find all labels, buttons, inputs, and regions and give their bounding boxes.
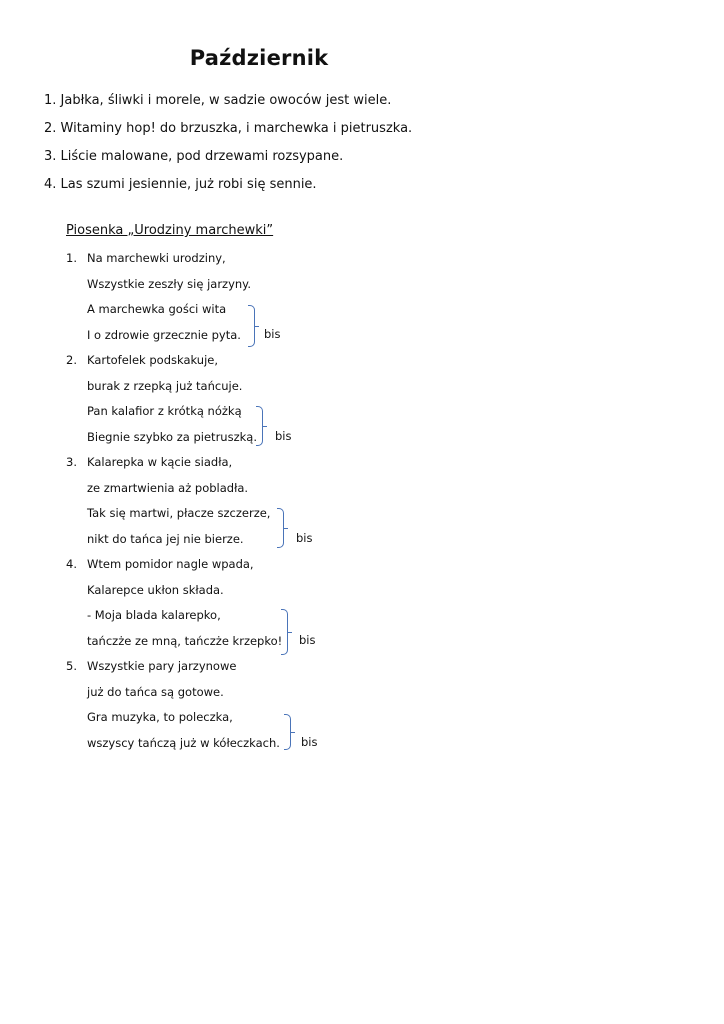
lyric-line: [66, 250, 282, 276]
lyric-text: Wtem pomidor nagle wpada,: [87, 557, 254, 571]
repeat-label: bis: [264, 327, 281, 341]
stanza-5: [66, 658, 318, 760]
stanza-2: [66, 352, 292, 454]
page-title: Październik: [189, 46, 329, 70]
lyric-line: [66, 582, 282, 608]
lyric-text: ze zmartwienia aż pobladła.: [87, 480, 249, 495]
rhyme-item: 3. Liście malowane, pod drzewami rozsypane.: [44, 149, 344, 164]
song-lyrics: [66, 250, 318, 760]
repeat-label: bis: [299, 633, 316, 647]
stanza-4: [66, 556, 316, 658]
lyric-text: Na marchewki urodziny,: [87, 251, 226, 265]
repeat-bracket: [284, 714, 291, 750]
lyric-line: [66, 276, 282, 302]
repeat-label: bis: [301, 735, 318, 749]
lyric-text: Wszystkie zeszły się jarzyny.: [87, 276, 251, 291]
song-title: Piosenka „Urodziny marchewki”: [66, 223, 274, 238]
lyric-line: [66, 633, 282, 659]
lyric-text: Tak się martwi, płacze szczerze,: [87, 506, 271, 520]
stanza-number: 2.: [66, 353, 77, 367]
rhyme-item: 1. Jabłka, śliwki i morele, w sadzie owoców jest wiele.: [44, 93, 392, 108]
stanza-number: 4.: [66, 557, 77, 571]
lyric-line: [66, 735, 282, 761]
lyric-text: Pan kalafior z krótką nóżką: [87, 404, 242, 418]
lyric-text: Wszystkie pary jarzynowe: [87, 659, 237, 673]
lyric-line: [66, 480, 282, 506]
lyric-line: [66, 378, 282, 404]
stanza-number: 3.: [66, 455, 77, 469]
lyric-line: [66, 352, 282, 378]
rhyme-item: 2. Witaminy hop! do brzuszka, i marchewka i pietruszka.: [44, 121, 413, 136]
lyric-text: Kartofelek podskakuje,: [87, 353, 219, 367]
stanza-number: 1.: [66, 251, 77, 265]
lyric-line: [66, 454, 282, 480]
lyric-line: [66, 531, 282, 557]
lyric-text: Kalarepka w kącie siadła,: [87, 455, 233, 469]
repeat-bracket: [281, 609, 288, 655]
repeat-bracket: [277, 508, 284, 548]
lyric-text: Kalarepce ukłon składa.: [87, 582, 224, 597]
repeat-label: bis: [275, 429, 292, 443]
lyric-line: [66, 505, 282, 531]
lyric-text: burak z rzepką już tańcuje.: [87, 378, 243, 393]
lyric-text: wszyscy tańczą już w kółeczkach.: [87, 735, 280, 750]
lyric-text: Biegnie szybko za pietruszką.: [87, 429, 257, 444]
lyric-line: [66, 607, 282, 633]
lyric-text: I o zdrowie grzecznie pyta.: [87, 327, 241, 342]
lyric-text: nikt do tańca jej nie bierze.: [87, 531, 244, 546]
lyric-text: Gra muzyka, to poleczka,: [87, 710, 233, 724]
lyric-line: [66, 658, 282, 684]
stanza-3: [66, 454, 313, 556]
lyric-line: [66, 684, 282, 710]
lyric-text: już do tańca są gotowe.: [87, 684, 224, 699]
lyric-line: [66, 403, 282, 429]
lyric-line: [66, 556, 282, 582]
stanza-1: [66, 250, 282, 352]
lyric-text: tańczże ze mną, tańczże krzepko!: [87, 633, 283, 648]
repeat-bracket: [256, 406, 263, 446]
repeat-label: bis: [296, 531, 313, 545]
repeat-bracket: [248, 305, 255, 347]
lyric-line: [66, 709, 282, 735]
lyric-text: - Moja blada kalarepko,: [87, 608, 221, 622]
stanza-number: 5.: [66, 659, 77, 673]
lyric-text: A marchewka gości wita: [87, 302, 227, 316]
rhymes-list: [44, 92, 412, 204]
lyric-line: [66, 429, 282, 455]
rhyme-item: 4. Las szumi jesiennie, już robi się sennie.: [44, 177, 317, 192]
